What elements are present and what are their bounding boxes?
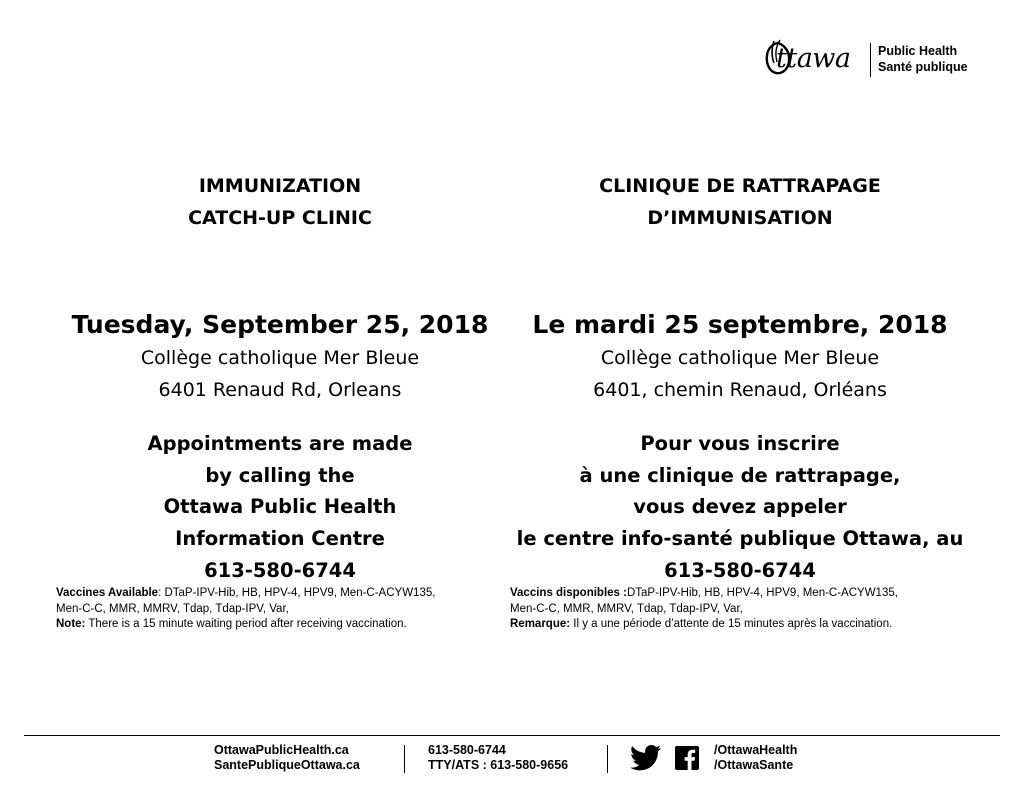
appointment-block-fr: [510, 428, 970, 587]
appointment-line-en: by calling the: [205, 463, 355, 487]
appointment-block-en: [40, 428, 520, 587]
logo-names: [878, 43, 968, 75]
logo-name-fr: Santé publique: [878, 60, 968, 74]
address-en: 6401 Renaud Rd, Orleans: [158, 379, 402, 401]
appointment-phone-fr: 613-580-6744: [664, 558, 816, 582]
note-label-en: Note:: [56, 618, 86, 630]
ottawa-wordmark: [766, 38, 851, 80]
appointment-line-fr: vous devez appeler: [633, 495, 847, 519]
vaccines-list-2-fr: Men-C-C, MMR, MMRV, Tdap, Tdap-IPV, Var,: [510, 602, 743, 615]
note-line-en: [56, 617, 435, 633]
clinic-date-fr: Le mardi 25 septembre, 2018: [532, 310, 948, 339]
vaccines-line-1-fr: [510, 586, 898, 602]
facebook-icon[interactable]: [675, 746, 699, 770]
english-column: [40, 170, 520, 587]
footer-divider: [24, 735, 1000, 736]
ottawa-swirl-icon: [762, 37, 792, 79]
vaccines-list-1-en: : DTaP-IPV-Hib, HB, HPV-4, HPV9, Men-C-ACYW135,: [158, 587, 436, 599]
footer-separator: [404, 745, 405, 773]
venue-fr: Collège catholique Mer Bleue: [600, 347, 880, 369]
vaccines-list-2-en: Men-C-C, MMR, MMRV, Tdap, Tdap-IPV, Var,: [56, 602, 289, 615]
ottawa-public-health-logo: [766, 38, 980, 80]
handle-fr-link[interactable]: /OttawaSante: [714, 758, 794, 772]
social-icons: [630, 745, 699, 773]
handle-en-link[interactable]: /OttawaHealth: [714, 743, 798, 757]
footer-phones: [428, 743, 568, 773]
appointment-line-en: Ottawa Public Health: [163, 495, 397, 519]
vaccines-label-en: Vaccines Available: [56, 587, 159, 599]
vaccine-notes-en: [56, 586, 435, 633]
website-fr-link[interactable]: SantePubliqueOttawa.ca: [214, 758, 360, 772]
appointment-line-en: Information Centre: [175, 527, 385, 551]
wordmark-text: ttawa: [776, 43, 851, 74]
heading-line-2-fr: D’IMMUNISATION: [647, 207, 833, 229]
vaccines-list-1-fr: DTaP-IPV-Hib, HB, HPV-4, HPV9, Men-C-ACYW135,: [626, 587, 898, 599]
clinic-date-en: Tuesday, September 25, 2018: [71, 310, 489, 339]
heading-line-2-en: CATCH-UP CLINIC: [188, 207, 372, 229]
venue-en: Collège catholique Mer Bleue: [140, 347, 420, 369]
vaccines-label-fr: Vaccins disponibles :: [510, 587, 627, 599]
footer-handles: [714, 743, 797, 773]
note-line-fr: [510, 617, 898, 633]
logo-divider: [870, 43, 871, 77]
footer-websites: [214, 743, 360, 773]
vaccine-notes-fr: [510, 586, 898, 633]
logo-name-en: Public Health: [878, 44, 958, 58]
appointment-phone-en: 613-580-6744: [204, 558, 356, 582]
note-text-fr: Il y a une période d’attente de 15 minutes après la vaccination.: [570, 618, 893, 630]
appointment-line-fr: Pour vous inscrire: [640, 432, 840, 455]
twitter-icon[interactable]: [630, 745, 662, 771]
note-label-fr: Remarque:: [510, 618, 571, 630]
vaccines-line-1-en: [56, 586, 435, 602]
heading-line-1-en: IMMUNIZATION: [198, 175, 362, 197]
appointment-line-en: Appointments are made: [147, 432, 413, 455]
footer-phone: 613-580-6744: [428, 743, 506, 757]
website-en-link[interactable]: OttawaPublicHealth.ca: [214, 743, 349, 757]
address-fr: 6401, chemin Renaud, Orléans: [593, 379, 887, 401]
heading-line-1-fr: CLINIQUE DE RATTRAPAGE: [599, 175, 881, 197]
appointment-line-fr: le centre info-santé publique Ottawa, au: [516, 527, 964, 551]
footer-separator: [607, 745, 608, 773]
footer-tty: TTY/ATS : 613-580-9656: [428, 758, 569, 772]
french-column: [510, 170, 970, 587]
appointment-line-fr: à une clinique de rattrapage,: [579, 463, 901, 487]
note-text-en: There is a 15 minute waiting period after receiving vaccination.: [85, 618, 407, 630]
